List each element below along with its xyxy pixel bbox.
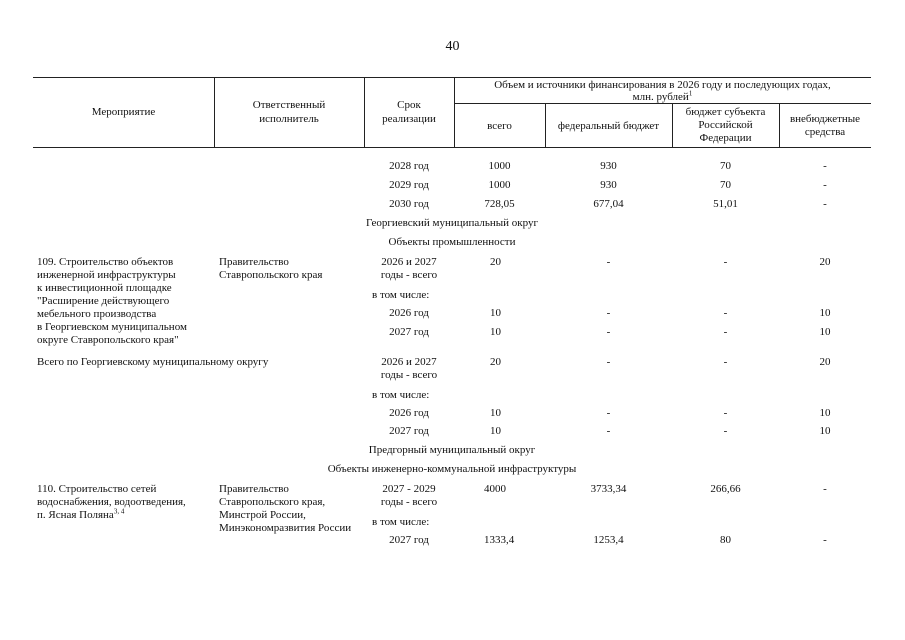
period-cell: 2026 год: [389, 307, 429, 319]
period-total-line2: годы - всего: [380, 269, 438, 281]
regional-cell: -: [723, 256, 728, 268]
header-bottom-border: [33, 147, 871, 148]
header-total: всего: [487, 120, 512, 132]
regional-cell: 80: [720, 534, 731, 546]
header-executor-line1: Ответственный: [252, 99, 326, 111]
total-cell: 1333,4: [484, 534, 515, 546]
period-cell: 2030 год: [389, 198, 429, 210]
executor-line: Минстрой России,: [219, 509, 306, 521]
total-cell: 4000: [484, 483, 506, 495]
including-label: в том числе:: [372, 516, 430, 528]
measure-line: к инвестиционной площадке: [37, 282, 172, 294]
federal-cell: -: [606, 256, 611, 268]
header-funding-line1: Объем и источники финансирования в 2026 году и последующих годах,: [494, 79, 831, 91]
federal-cell: -: [606, 307, 611, 319]
including-label: в том числе:: [372, 389, 430, 401]
period-cell: 2026 год: [389, 407, 429, 419]
header-regional-line2: Российской: [698, 119, 753, 131]
header-period-line2: реализации: [382, 113, 436, 125]
federal-cell: 1253,4: [593, 534, 624, 546]
extra-cell: 10: [819, 407, 831, 419]
period-cell: 2028 год: [389, 160, 429, 172]
extra-cell: 20: [819, 256, 831, 268]
measure-line: инженерной инфраструктуры: [37, 269, 176, 281]
extra-cell: 10: [819, 307, 831, 319]
regional-cell: -: [723, 356, 728, 368]
header-regional-line3: Федерации: [699, 132, 752, 144]
extra-cell: 10: [819, 425, 831, 437]
period-cell: 2027 год: [389, 326, 429, 338]
total-cell: 728,05: [484, 198, 515, 210]
federal-cell: 3733,34: [590, 483, 627, 495]
measure-line: 109. Строительство объектов: [37, 256, 174, 268]
federal-cell: -: [606, 425, 611, 437]
regional-cell: -: [723, 307, 728, 319]
page-number: 40: [445, 39, 460, 54]
measure-line: водоснабжения, водоотведения,: [37, 496, 186, 508]
extra-cell: 10: [819, 326, 831, 338]
total-cell: 10: [490, 425, 501, 437]
header-regional-line1: бюджет субъекта: [685, 106, 766, 118]
period-total-line1: 2027 - 2029: [382, 483, 436, 495]
measure-line: п. Ясная Поляна$^{3, 4}$: [37, 507, 125, 521]
header-federal: федеральный бюджет: [557, 120, 660, 132]
extra-cell: 20: [819, 356, 831, 368]
period-total-line1: 2026 и 2027: [381, 256, 437, 268]
regional-cell: -: [723, 425, 728, 437]
total-cell: 10: [490, 326, 501, 338]
total-label: Всего по Георгиевскому муниципальному округу: [37, 356, 269, 368]
period-total-line1: 2026 и 2027: [381, 356, 437, 368]
total-cell: 20: [490, 256, 501, 268]
regional-cell: -: [723, 326, 728, 338]
executor-line: Ставропольского края,: [219, 496, 326, 508]
subsection-title: Объекты инженерно-коммунальной инфраструктуры: [327, 463, 577, 475]
period-cell: 2029 год: [389, 179, 429, 191]
header-period-line1: Срок: [397, 99, 421, 111]
executor-line: Минэкономразвития России: [219, 522, 352, 534]
total-cell: 10: [490, 407, 501, 419]
subsection-title: Объекты промышленности: [388, 236, 516, 248]
total-cell: 10: [490, 307, 501, 319]
section-title: Предгорный муниципальный округ: [368, 444, 536, 456]
federal-cell: 677,04: [593, 198, 624, 210]
period-total-line2: годы - всего: [380, 496, 438, 508]
regional-cell: 70: [720, 179, 731, 191]
federal-cell: 930: [600, 179, 617, 191]
measure-line: округе Ставропольского края": [37, 334, 179, 346]
measure-line: в Георгиевском муниципальном: [37, 321, 187, 333]
extra-cell: -: [823, 483, 827, 495]
header-measure: Мероприятие: [91, 106, 156, 118]
regional-cell: -: [723, 407, 728, 419]
total-cell: 1000: [488, 160, 511, 172]
total-cell: 1000: [488, 179, 511, 191]
period-total-line2: годы - всего: [380, 369, 438, 381]
federal-cell: -: [606, 407, 611, 419]
federal-cell: -: [606, 356, 611, 368]
total-cell: 20: [490, 356, 501, 368]
header-extrabudget-line2: средства: [804, 126, 846, 138]
federal-cell: -: [606, 326, 611, 338]
extra-cell: -: [823, 179, 827, 191]
period-cell: 2027 год: [389, 425, 429, 437]
measure-line: "Расширение действующего: [37, 295, 170, 307]
regional-cell: 266,66: [710, 483, 741, 495]
measure-line: мебельного производства: [37, 308, 157, 320]
extra-cell: -: [823, 534, 827, 546]
header-extrabudget-line1: внебюджетные: [789, 113, 861, 125]
section-title: Георгиевский муниципальный округ: [365, 217, 539, 229]
extra-cell: -: [823, 198, 827, 210]
executor-line: Правительство: [219, 483, 289, 495]
regional-cell: 70: [720, 160, 731, 172]
regional-cell: 51,01: [713, 198, 738, 210]
header-executor-line2: исполнитель: [259, 113, 319, 125]
extra-cell: -: [823, 160, 827, 172]
including-label: в том числе:: [372, 289, 430, 301]
executor-line: Правительство: [219, 256, 289, 268]
federal-cell: 930: [600, 160, 617, 172]
header-funding-line2: млн. рублей$^1$: [632, 89, 693, 103]
executor-line: Ставропольского края: [219, 269, 323, 281]
period-cell: 2027 год: [389, 534, 429, 546]
measure-line: 110. Строительство сетей: [37, 483, 157, 495]
